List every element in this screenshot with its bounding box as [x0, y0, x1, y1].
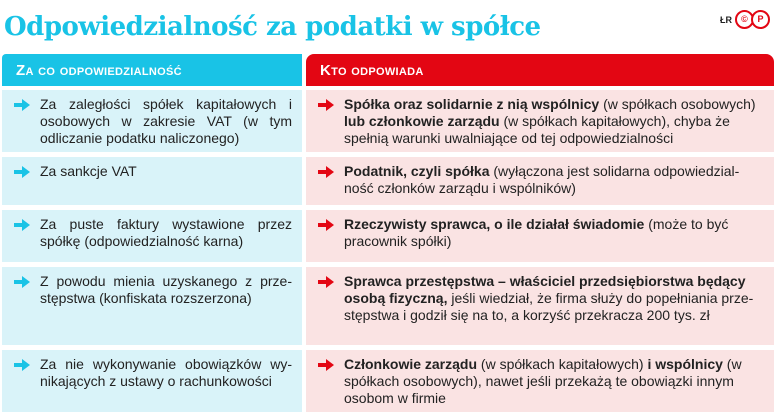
- responsibility-table: [2, 54, 774, 417]
- cell-responsibility: [2, 90, 302, 152]
- plain-phrase: (może to być pracownik spółki): [344, 216, 729, 249]
- cell-who-responsible: [306, 90, 774, 152]
- plain-phrase: (w spółkach kapitałowych), chyba że spełnią warunki uwalniające od tej odpowiedzialności: [344, 113, 730, 146]
- header-left: Za co odpowiedzialność: [2, 54, 302, 86]
- who-responsible-text: [344, 96, 764, 147]
- responsibility-text: Za nie wykonywanie obowiązków wy-nikających z ustawy o rachunkowości: [40, 356, 292, 389]
- responsibility-text: Z powodu mienia uzyskanego z prze-stępstwa (konfiskata rozszerzona): [40, 273, 292, 306]
- cell-responsibility: [2, 210, 302, 262]
- plain-phrase: (w spółkach osobowych): [599, 96, 756, 112]
- bold-phrase: Podatnik, czyli spółka: [344, 163, 490, 179]
- plain-phrase: (w spółkach osobowych), nawet jeśli przekażą te obowiązki innym osobom w firmie: [344, 356, 742, 406]
- cyan-arrow-icon: [14, 166, 30, 178]
- who-responsible-text: [344, 216, 764, 250]
- cell-who-responsible: [306, 210, 774, 262]
- page-title: Odpowiedzialność za podatki w spółce: [4, 12, 541, 42]
- cell-who-responsible: [306, 350, 774, 412]
- brand: [720, 10, 770, 29]
- cell-responsibility: [2, 157, 302, 205]
- table-row: [2, 90, 774, 152]
- red-arrow-icon: [318, 99, 334, 111]
- cell-responsibility: [2, 350, 302, 412]
- plain-phrase: (wyłączona jest solidarna odpowiedzial-ność członków zarządu i wspólników): [344, 163, 740, 196]
- brand-initials: ŁR: [720, 14, 732, 25]
- table-body: [2, 90, 774, 412]
- who-responsible-text: [344, 356, 764, 407]
- red-arrow-icon: [318, 276, 334, 288]
- table-row: [2, 210, 774, 262]
- header-right: Kto odpowiada: [306, 54, 774, 86]
- responsibility-text: Za sankcje VAT: [40, 163, 137, 179]
- bold-phrase: i wspólnicy: [647, 356, 723, 372]
- logo-letter-1: ©: [735, 10, 754, 29]
- bold-phrase: Sprawca przestępstwa – właściciel przedsiębiorstwa będący osobą fizyczną,: [344, 273, 746, 306]
- plain-phrase: (w spółkach kapitałowych): [477, 356, 648, 372]
- cell-who-responsible: [306, 157, 774, 205]
- publisher-logo: [738, 10, 770, 29]
- cyan-arrow-icon: [14, 276, 30, 288]
- responsibility-text: Za puste faktury wystawione przez spółkę (odpowiedzialność karna): [40, 216, 292, 249]
- plain-phrase: jeśli wiedział, że firma służy do popełniania prze-stępstwa i godził się na to, a korzyść przekracza 200 tys. zł: [344, 290, 754, 323]
- logo-letter-2: P: [751, 10, 770, 29]
- cyan-arrow-icon: [14, 359, 30, 371]
- cyan-arrow-icon: [14, 99, 30, 111]
- who-responsible-text: [344, 273, 764, 324]
- red-arrow-icon: [318, 359, 334, 371]
- who-responsible-text: [344, 163, 764, 197]
- bold-phrase: lub członkowie zarządu: [344, 113, 500, 129]
- cyan-arrow-icon: [14, 219, 30, 231]
- red-arrow-icon: [318, 166, 334, 178]
- red-arrow-icon: [318, 219, 334, 231]
- bold-phrase: Rzeczywisty sprawca, o ile działał świadomie: [344, 216, 645, 232]
- responsibility-text: Za zaległości spółek kapitałowych i osobowych w zakresie VAT (w tym odliczanie podatku naliczonego): [40, 96, 292, 146]
- table-row: [2, 267, 774, 345]
- bold-phrase: Spółka oraz solidarnie z nią wspólnicy: [344, 96, 600, 112]
- cell-responsibility: [2, 267, 302, 345]
- table-row: [2, 350, 774, 412]
- bold-phrase: Członkowie zarządu: [344, 356, 478, 372]
- table-row: [2, 157, 774, 205]
- cell-who-responsible: [306, 267, 774, 345]
- table-header: [2, 54, 774, 86]
